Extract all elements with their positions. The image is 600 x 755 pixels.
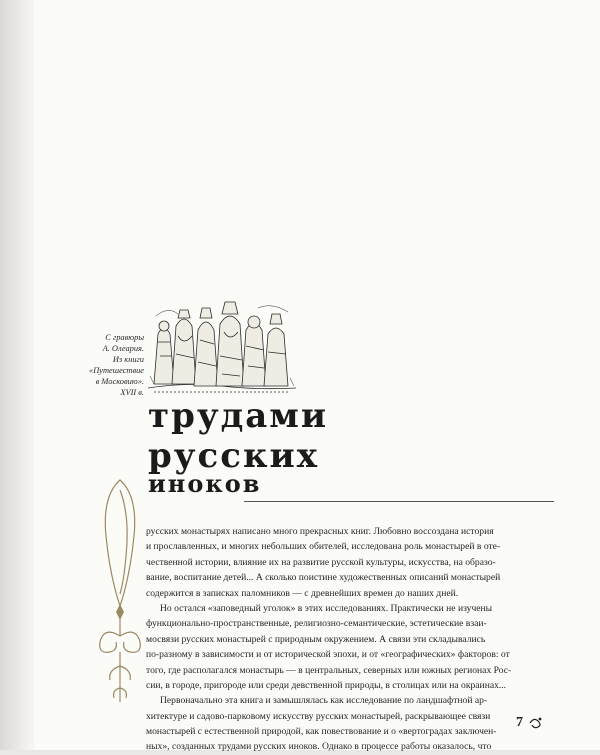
body-line: и прославленных, и многих небольших обителей, исследована роль монастырей в оте- bbox=[146, 541, 501, 553]
page-number: 7 bbox=[516, 715, 523, 730]
body-line: Первоначально эта книга и замышлялась как исследование по ландшафтной ар- bbox=[160, 695, 488, 707]
title-rule bbox=[244, 501, 554, 502]
caption-line: А. Олеария. bbox=[102, 344, 144, 353]
body-line: чественной истории, влияние их на развитие русской культуры, искусства, на образо- bbox=[146, 556, 496, 568]
body-line: монастырей с естественной природой, как повествование и о «вертоградах заключен- bbox=[146, 726, 497, 738]
body-line: русских монастырях написано много прекрасных книг. Любовно воссоздана история bbox=[146, 526, 494, 537]
book-gutter bbox=[0, 0, 34, 750]
caption-line: в Московию». bbox=[95, 377, 144, 386]
title-line-3: иноков bbox=[148, 469, 262, 498]
body-line: вание, воспитание детей... А сколько поистине художественных описаний монастырей bbox=[146, 572, 501, 584]
drop-cap-ornament bbox=[90, 476, 150, 708]
body-line: мосвязи русских монастырей с природным окружением. А связи эти складывались bbox=[146, 633, 486, 645]
body-line: по-разному в зависимости и от исторической эпохи, и от «географических» факторов: от bbox=[146, 649, 510, 661]
monks-engraving bbox=[148, 296, 296, 396]
caption-line: XVII в. bbox=[120, 388, 144, 397]
illustration-caption bbox=[64, 332, 144, 398]
body-line: функционально-пространственные, религиозно-семантические, эстетические взаи- bbox=[146, 618, 487, 630]
title-line-1: трудами bbox=[148, 396, 329, 436]
body-line: Но остался «заповедный уголок» в этих исследованиях. Практически не изучены bbox=[160, 602, 493, 614]
title-line-2: русских bbox=[148, 436, 319, 476]
body-line: сии, в городе, пригороде или среди девственной природы, в столицах или на окраинах... bbox=[146, 679, 507, 691]
body-line: хитектуре и садово-парковому искусству русских монастырей, раскрывающее связи bbox=[146, 710, 491, 722]
body-line: содержится в записках паломников — с древнейших времен до наших дней. bbox=[146, 587, 459, 599]
body-line: того, где располагался монастырь — в центральных, северных или южных регионах Рос- bbox=[146, 664, 512, 676]
body-text bbox=[146, 524, 552, 755]
caption-line: «Путешествие bbox=[89, 366, 144, 375]
caption-line: С гравюры bbox=[105, 333, 144, 342]
caption-line: Из книги bbox=[112, 355, 144, 364]
folio-ornament-icon bbox=[528, 715, 544, 731]
body-line: ных», созданных трудами русских иноков. Однако в процессе работы оказалось, что bbox=[146, 741, 492, 753]
